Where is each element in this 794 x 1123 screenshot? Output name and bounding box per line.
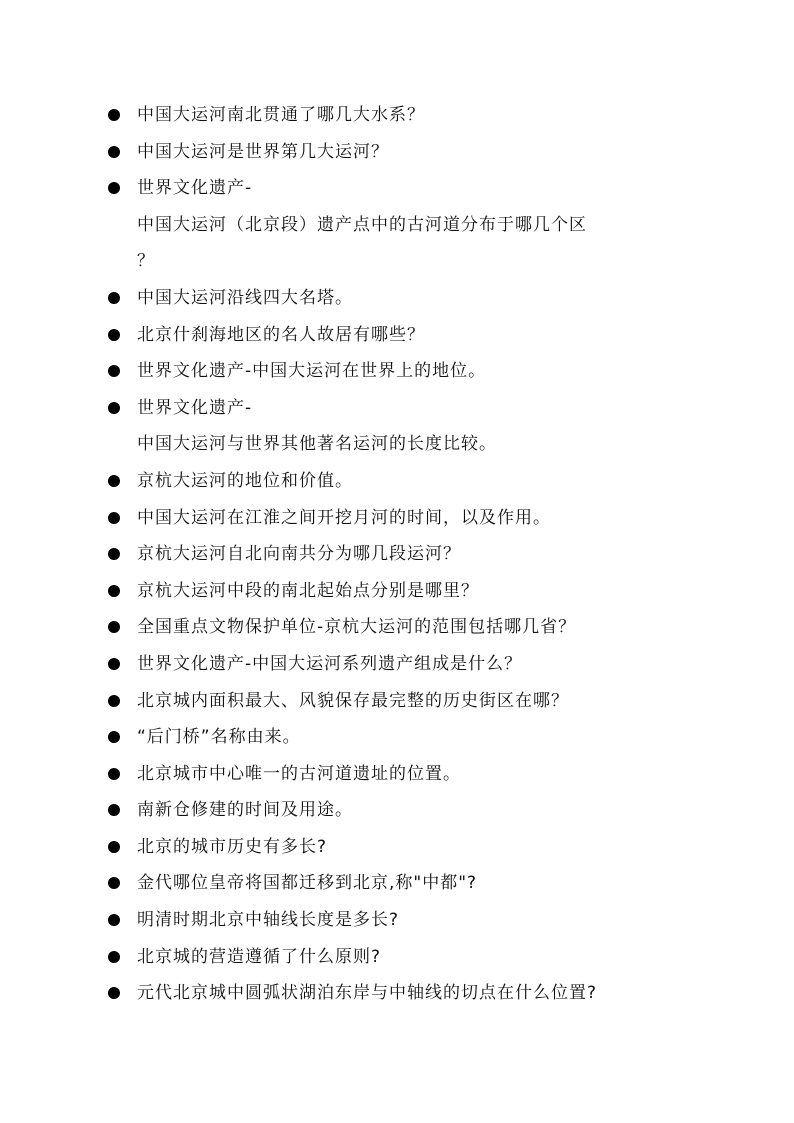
- question-text: 世界文化遗产-中国大运河系列遗产组成是什么？: [137, 653, 523, 674]
- bullet-icon: [108, 585, 120, 597]
- question-text: “后门桥”名称由来。: [137, 727, 301, 748]
- list-item: [108, 719, 708, 756]
- list-item: [108, 536, 708, 573]
- list-item: [108, 170, 708, 280]
- question-text: 金代哪位皇帝将国都迁移到北京,称"中都"?: [137, 873, 478, 894]
- list-item: [108, 280, 708, 317]
- list-item: [108, 829, 708, 866]
- bullet-icon: [108, 731, 120, 743]
- bullet-icon: [108, 951, 120, 963]
- list-item: [108, 756, 708, 793]
- question-text: 明清时期北京中轴线长度是多长?: [137, 910, 400, 931]
- bullet-icon: [108, 658, 120, 670]
- bullet-icon: [108, 695, 120, 707]
- list-item: [108, 390, 708, 463]
- list-item: [108, 97, 708, 134]
- bullet-icon: [108, 292, 120, 304]
- bullet-icon: [108, 768, 120, 780]
- question-text: 世界文化遗产- 中国大运河（北京段）遗产点中的古河道分布于哪几个区 ？: [137, 178, 587, 272]
- list-item: [108, 353, 708, 390]
- list-item: [108, 939, 708, 976]
- list-item: [108, 500, 708, 537]
- bullet-icon: [108, 182, 120, 194]
- bullet-icon: [108, 548, 120, 560]
- question-list: [108, 97, 708, 1012]
- question-text: 京杭大运河自北向南共分为哪几段运河？: [137, 544, 461, 565]
- bullet-icon: [108, 146, 120, 158]
- question-text: 中国大运河南北贯通了哪几大水系？: [137, 105, 425, 125]
- question-text: 北京城的营造遵循了什么原则?: [137, 946, 382, 967]
- list-item: [108, 573, 708, 610]
- question-text: 世界文化遗产- 中国大运河与世界其他著名运河的长度比较。: [137, 397, 497, 455]
- question-text: 京杭大运河中段的南北起始点分别是哪里？: [137, 580, 479, 601]
- list-item: [108, 792, 708, 829]
- question-text: 中国大运河在江淮之间开挖月河的时间，以及作用。: [137, 507, 551, 528]
- bullet-icon: [108, 987, 120, 999]
- bullet-icon: [108, 365, 120, 377]
- list-item: [108, 865, 708, 902]
- bullet-icon: [108, 841, 120, 853]
- question-text: 中国大运河沿线四大名塔。: [137, 287, 353, 308]
- list-item: [108, 609, 708, 646]
- bullet-icon: [108, 329, 120, 341]
- list-item: [108, 683, 708, 720]
- list-item: [108, 975, 708, 1012]
- list-item: [108, 902, 708, 939]
- bullet-icon: [108, 804, 120, 816]
- bullet-icon: [108, 402, 120, 414]
- question-text: 中国大运河是世界第几大运河？: [137, 141, 389, 162]
- question-text: 世界文化遗产-中国大运河在世界上的地位。: [137, 361, 487, 382]
- bullet-icon: [108, 621, 120, 633]
- question-text: 北京城内面积最大、风貌保存最完整的历史街区在哪？: [137, 690, 569, 711]
- list-item: [108, 463, 708, 500]
- question-text: 南新仓修建的时间及用途。: [137, 800, 353, 821]
- list-item: [108, 646, 708, 683]
- bullet-icon: [108, 877, 120, 889]
- question-text: 北京什刹海地区的名人故居有哪些？: [137, 324, 425, 345]
- question-text: 全国重点文物保护单位-京杭大运河的范围包括哪几省？: [137, 617, 577, 638]
- question-text: 北京的城市历史有多长?: [137, 836, 328, 857]
- question-text: 元代北京城中圆弧状湖泊东岸与中轴线的切点在什么位置?: [137, 983, 598, 1004]
- list-item: [108, 317, 708, 354]
- bullet-icon: [108, 512, 120, 524]
- question-text: 京杭大运河的地位和价值。: [137, 470, 353, 491]
- question-text: 北京城市中心唯一的古河道遗址的位置。: [137, 763, 461, 784]
- bullet-icon: [108, 914, 120, 926]
- bullet-icon: [108, 475, 120, 487]
- bullet-icon: [108, 109, 120, 121]
- list-item: [108, 134, 708, 171]
